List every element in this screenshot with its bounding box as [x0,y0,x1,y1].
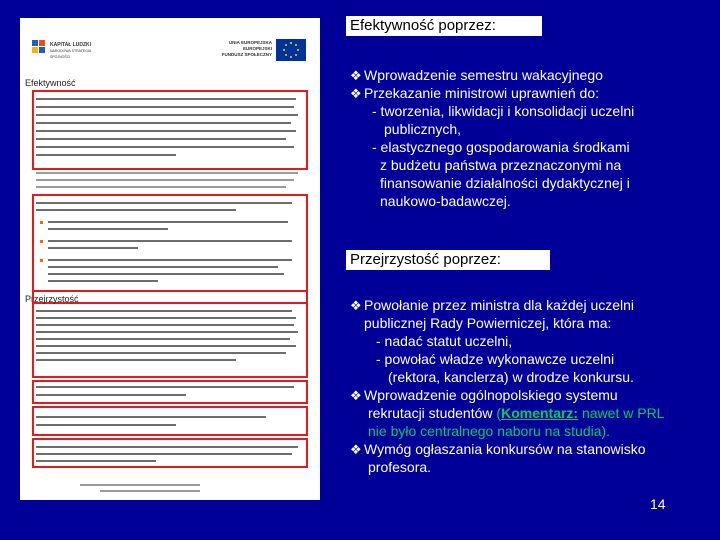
bullet-item: ❖ Wymóg ogłaszania konkursów na stanowisko [350,441,646,457]
text-line: - powołać władze wykonawcze uczelni [376,351,615,367]
diamond-bullet-icon: ❖ [350,442,362,457]
highlight-box [32,406,308,436]
comment-label: Komentarz: [501,405,579,421]
text-line: publicznych, [384,121,462,137]
text-line: finansowanie działalności dydaktycznej i [380,175,630,191]
bullet-item: ❖ Wprowadzenie semestru wakacyjnego [350,67,603,83]
text-line: - elastycznego gospodarowania środkami [372,139,630,155]
text-line: (rektora, kanclerza) w drodze konkursu. [388,369,634,385]
heading-efficiency: Efektywność poprzez: [346,16,542,36]
document-thumbnail [20,18,320,500]
kapital-ludzki-logo [32,38,112,62]
comment-text: nie było centralnego naboru na studia). [368,423,611,439]
eu-logo [212,38,312,64]
highlight-box [32,380,308,404]
eu-logo-text: UNIA EUROPEJSKA EUROPEJSKI FUNDUSZ SPOŁECZNY [221,40,272,57]
heading-transparency: Przejrzystość poprzez: [346,250,550,270]
bullet-item: ❖ Powołanie przez ministra dla każdej uczelni [350,297,635,313]
page-number: 14 [650,496,666,512]
diamond-bullet-icon: ❖ [350,388,362,403]
text-line-with-comment: rekrutacji studentów (Komentarz: nawet w PRL [368,405,665,421]
kapital-ludzki-mark-icon [32,40,46,58]
bullet-item: ❖ Przekazanie ministrowi uprawnień do: [350,85,599,101]
document-section-title-efficiency: Efektywność [25,78,76,88]
document-section-title-transparency: Przejrzystość [25,294,79,304]
eu-flag-icon [276,39,306,61]
diamond-bullet-icon: ❖ [350,68,362,83]
text-line: profesora. [368,459,432,475]
diamond-bullet-icon: ❖ [350,86,362,101]
text-line: publicznej Rady Powierniczej, która ma: [364,315,612,331]
highlight-box [32,290,308,378]
bullet-item: ❖ Wprowadzenie ogólnopolskiego systemu [350,387,618,403]
text-line: z budżetu państwa przeznaczonymi na [380,157,622,173]
document-header [20,18,320,74]
text-line: naukowo-badawczej. [380,193,511,209]
text-line: - nadać statut uczelni, [376,333,513,349]
text-line: - tworzenia, likwidacji i konsolidacji uczelni [372,103,635,119]
diamond-bullet-icon: ❖ [350,298,362,313]
kapital-ludzki-text: KAPITAŁ LUDZKI NARODOWA STRATEGIA SPÓJNOŚCI [50,42,92,59]
